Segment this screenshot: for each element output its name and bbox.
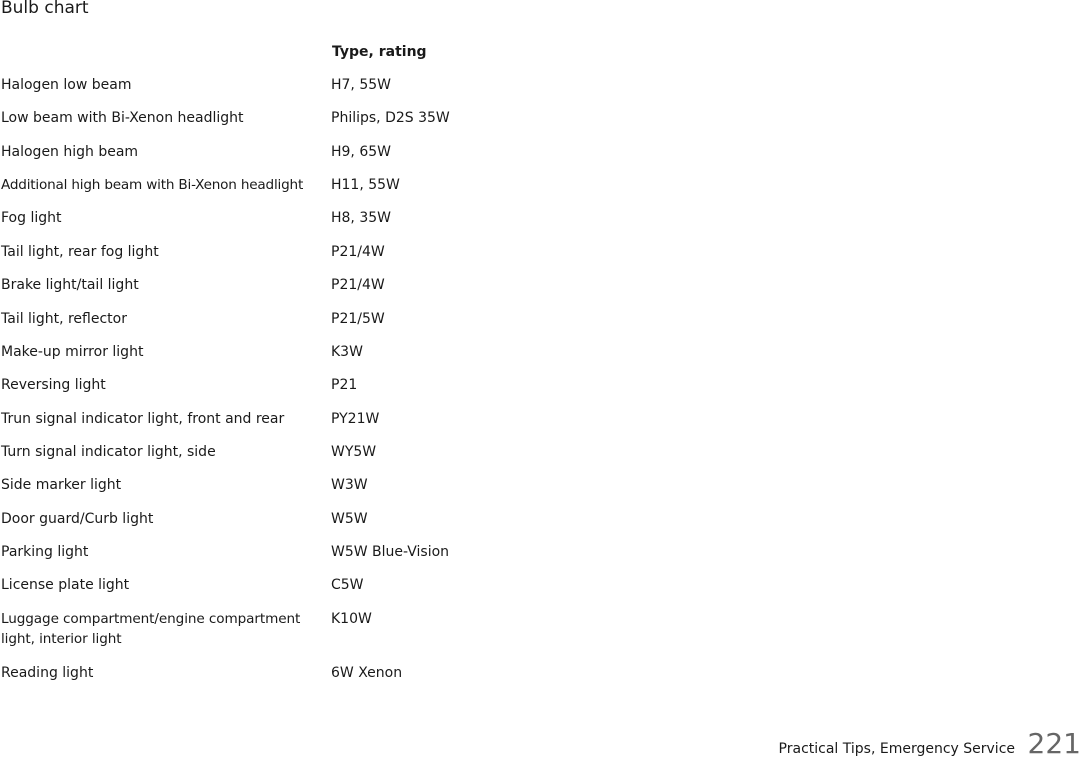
row-label: Halogen high beam: [1, 144, 139, 160]
row-label: Tail light, reflector: [1, 311, 127, 327]
row-label: Door guard/Curb light: [1, 511, 154, 527]
row-value: 6W Xenon: [331, 665, 403, 681]
row-value: P21/5W: [331, 311, 385, 327]
table-row: [0, 108, 600, 142]
row-label: Tail light, rear fog light: [1, 244, 159, 260]
row-value: H9, 65W: [331, 144, 391, 160]
footer-section-label: Practical Tips, Emergency Service: [778, 741, 1015, 757]
row-value: H7, 55W: [331, 77, 391, 93]
page-title: Bulb chart: [1, 0, 89, 18]
row-value: WY5W: [331, 444, 377, 460]
row-label: Parking light: [1, 544, 89, 560]
table-row: [0, 542, 600, 575]
row-label: Fog light: [1, 210, 62, 226]
row-label: Additional high beam with Bi-Xenon headlight: [1, 177, 304, 193]
row-value: Philips, D2S 35W: [331, 110, 450, 126]
row-value: W5W: [331, 511, 368, 527]
table-row: [0, 509, 600, 542]
row-label: Halogen low beam: [1, 77, 132, 93]
bulb-table: [0, 75, 600, 696]
row-value: C5W: [331, 577, 364, 593]
table-row: [0, 75, 600, 108]
table-row: [0, 342, 600, 375]
table-row: [0, 142, 600, 175]
row-value: PY21W: [331, 411, 380, 427]
table-row: [0, 175, 600, 208]
row-value: H8, 35W: [331, 210, 391, 226]
row-value: W5W Blue-Vision: [331, 544, 450, 560]
table-row: [0, 475, 600, 509]
row-value: P21/4W: [331, 244, 385, 260]
table-row: [0, 575, 600, 609]
row-value: W3W: [331, 477, 368, 493]
table-row: [0, 208, 600, 242]
table-row: [0, 609, 600, 663]
row-label: Brake light/tail light: [1, 277, 139, 293]
table-row: [0, 409, 600, 442]
column-header-type-rating: Type, rating: [332, 44, 427, 60]
row-label: Trun signal indicator light, front and rear: [1, 411, 285, 427]
table-row: [0, 242, 600, 275]
row-value: P21/4W: [331, 277, 385, 293]
row-value: P21: [331, 377, 358, 393]
table-row: [0, 375, 600, 409]
row-label: Low beam with Bi-Xenon headlight: [1, 110, 244, 126]
row-value: K3W: [331, 344, 363, 360]
row-label: Reversing light: [1, 377, 106, 393]
table-row: [0, 309, 600, 342]
row-label: License plate light: [1, 577, 130, 593]
row-label: Make-up mirror light: [1, 344, 144, 360]
row-value: H11, 55W: [331, 177, 400, 193]
table-row: [0, 275, 600, 309]
table-row: [0, 442, 600, 475]
page-number: 221: [1027, 727, 1081, 760]
row-label: Reading light: [1, 665, 94, 681]
table-row: [0, 663, 600, 696]
row-value: K10W: [331, 611, 372, 627]
row-label: Side marker light: [1, 477, 122, 493]
row-label: Luggage compartment/engine compartment light, interior light: [1, 611, 301, 647]
row-label: Turn signal indicator light, side: [1, 444, 216, 460]
